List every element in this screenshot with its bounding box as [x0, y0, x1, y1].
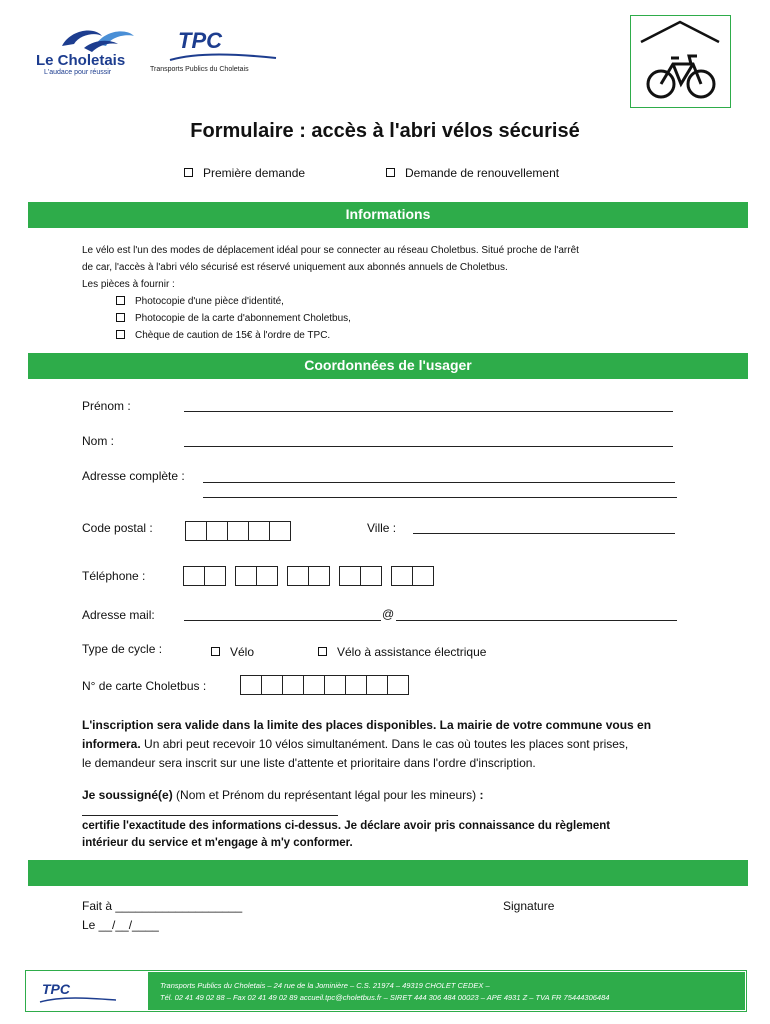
email-label: Adresse mail: [82, 608, 155, 622]
checkbox-icon[interactable] [318, 647, 327, 656]
choletais-name: Le Choletais [36, 52, 126, 69]
soussigne-label: Je soussigné(e) [82, 788, 173, 802]
tpc-subtitle: Transports Publics du Choletais [150, 66, 249, 73]
document-list [82, 293, 682, 344]
renewal-request-option[interactable] [386, 166, 559, 180]
nom-label: Nom : [82, 434, 115, 448]
renewal-request-label: Demande de renouvellement [405, 166, 560, 180]
informations-text [82, 242, 682, 344]
choletais-swoosh-icon [56, 24, 136, 54]
prenom-field[interactable] [184, 411, 673, 412]
notice-line-3: le demandeur sera inscrit sur une liste d'attente et prioritaire dans l'ordre d'inscription. [82, 756, 536, 770]
informations-heading: Informations [28, 202, 748, 228]
cycle-velo-option[interactable] [211, 645, 254, 659]
checkbox-icon[interactable] [386, 168, 395, 177]
soussigne-note: (Nom et Prénom du représentant légal pour les mineurs) [172, 788, 480, 802]
adresse-label: Adresse complète : [82, 469, 185, 483]
info-line-2: de car, l'accès à l'abri vélo sécurisé est réservé uniquement aux abonnés annuels de Choletbus. [82, 262, 508, 273]
signature-separator-band [28, 860, 748, 886]
adresse-field-line-1[interactable] [203, 482, 675, 483]
first-request-label: Première demande [203, 166, 306, 180]
checkbox-icon[interactable] [184, 168, 193, 177]
footer-line-2: Tél. 02 41 49 02 88 – Fax 02 41 49 02 89 accueil.tpc@choletbus.fr – SIRET 444 306 484 00023 – APE 4931 Z – TVA FR 75444306484 [160, 993, 610, 1002]
email-at-sign: @ [382, 607, 395, 621]
footer-tpc-logo [30, 974, 140, 1008]
email-domain-field[interactable] [396, 620, 677, 621]
list-item: Photocopie de la carte d'abonnement Choletbus, [116, 310, 682, 327]
coordonnees-heading: Coordonnées de l'usager [28, 353, 748, 379]
carte-label: N° de carte Choletbus : [82, 679, 207, 693]
footer-swoosh-icon [38, 996, 118, 1006]
bike-shelter-icon [630, 15, 731, 108]
telephone-label: Téléphone : [82, 569, 146, 583]
adresse-field-line-2[interactable] [203, 497, 677, 498]
checkbox-icon [116, 296, 125, 305]
info-line-1: Le vélo est l'un des modes de déplacement idéal pour se connecter au réseau Choletbus. Situé proche de l'arrêt [82, 245, 579, 256]
notice-line-1: L'inscription sera valide dans la limite des places disponibles. La mairie de votre commune vous en [82, 718, 652, 732]
tpc-logo [148, 28, 278, 78]
soussigne-name-field[interactable] [82, 815, 338, 816]
choletais-tagline: L'audace pour réussir [44, 69, 112, 76]
code-postal-label: Code postal : [82, 521, 153, 535]
ville-field[interactable] [413, 533, 675, 534]
footer-tpc-mark: TPC [42, 981, 70, 997]
nom-field[interactable] [184, 446, 673, 447]
cycle-vae-label: Vélo à assistance électrique [337, 645, 487, 659]
email-user-field[interactable] [184, 620, 381, 621]
code-postal-field[interactable] [185, 521, 290, 541]
ville-label: Ville : [367, 521, 397, 535]
fait-a-field[interactable]: Fait à ___________________ [82, 899, 243, 913]
footer-line-1: Transports Publics du Choletais – 24 rue de la Jominière – C.S. 21974 – 49319 CHOLET CEDEX – [160, 981, 490, 990]
list-item: Photocopie d'une pièce d'identité, [116, 293, 682, 310]
cycle-velo-label: Vélo [230, 645, 255, 659]
checkbox-icon[interactable] [211, 647, 220, 656]
first-request-option[interactable] [184, 166, 305, 180]
certification-text [82, 818, 682, 852]
checkbox-icon [116, 313, 125, 322]
le-choletais-logo [36, 24, 136, 80]
signature-label: Signature [503, 899, 555, 913]
cycle-type-label: Type de cycle : [82, 642, 163, 656]
certify-line-1: certifie l'exactitude des informations ci-dessus. Je déclare avoir pris connaissance du règlement [82, 820, 611, 832]
date-field[interactable]: Le __/__/____ [82, 918, 159, 932]
form-title: Formulaire : accès à l'abri vélos sécurisé [190, 120, 580, 142]
inscription-notice [82, 716, 682, 773]
cycle-vae-option[interactable] [318, 645, 486, 659]
carte-number-field[interactable] [240, 675, 408, 695]
telephone-field[interactable] [183, 566, 433, 586]
prenom-label: Prénom : [82, 399, 131, 413]
info-line-3: Les pièces à fournir : [82, 279, 175, 290]
tpc-swoosh-icon [168, 52, 278, 66]
attestation-line: Je soussigné(e) (Nom et Prénom du représentant légal pour les mineurs) : [82, 788, 484, 802]
list-item: Chèque de caution de 15€ à l'ordre de TPC. [116, 327, 682, 344]
tpc-mark: TPC [178, 28, 222, 53]
certify-line-2: intérieur du service et m'engage à m'y conformer. [82, 837, 353, 849]
notice-line-2: informera. Un abri peut recevoir 10 vélos simultanément. Dans le cas où toutes les places sont prises, [82, 737, 629, 751]
footer-address [160, 980, 740, 1004]
checkbox-icon [116, 330, 125, 339]
